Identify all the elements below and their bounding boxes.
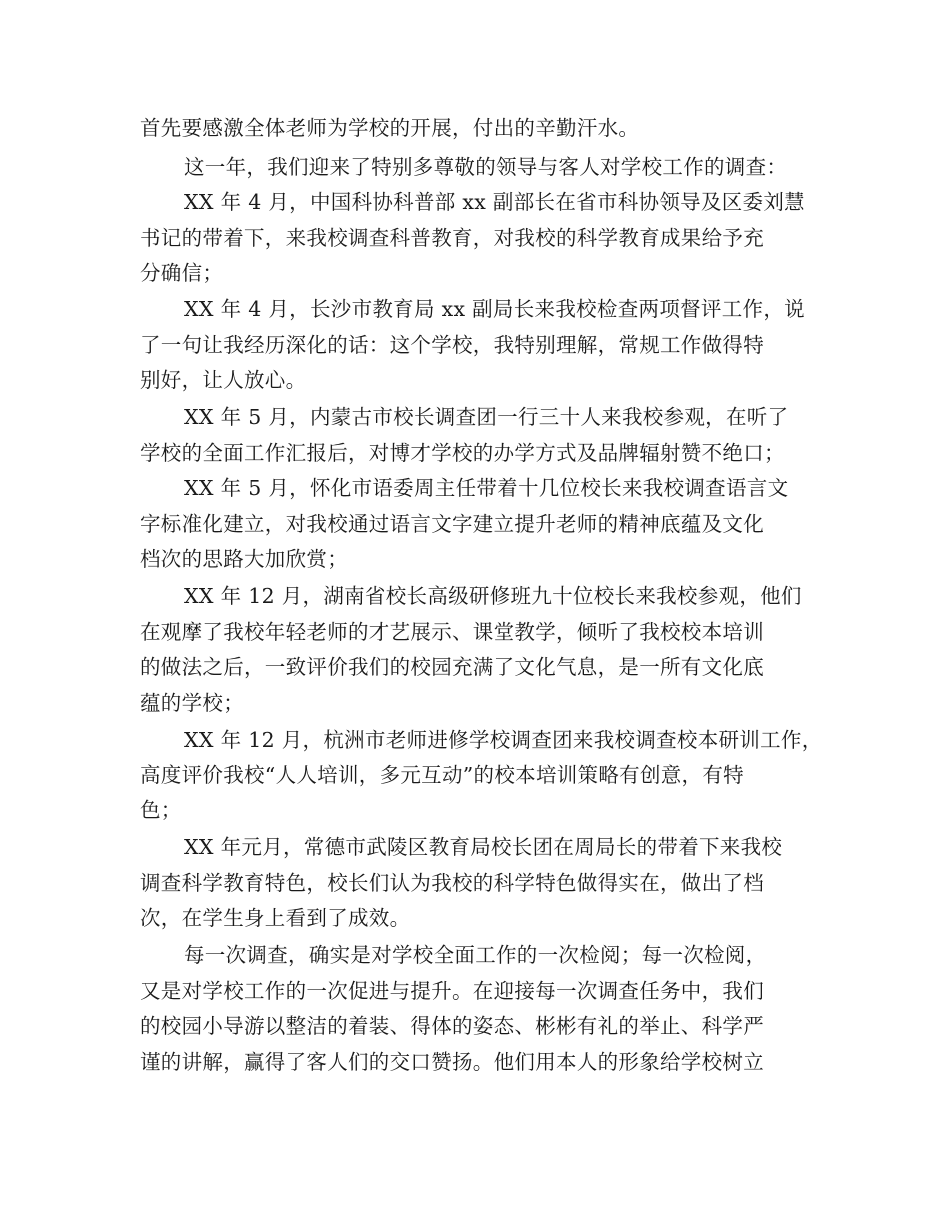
text-line: 谨的讲解，赢得了客人们的交口赞扬。他们用本人的形象给学校树立 — [140, 1050, 764, 1074]
text-line: 这一年，我们迎来了特别多尊敬的领导与客人对学校工作的调查： — [184, 155, 788, 179]
text-line: 调查科学教育特色，校长们认为我校的科学特色做得实在，做出了档 — [140, 871, 764, 895]
text-line: XX 年 12 月，湖南省校长高级研修班九十位校长来我校参观，他们 — [184, 584, 802, 608]
text-line: XX 年 4 月，中国科协科普部 xx 副部长在省市科协领导及区委刘慧 — [184, 190, 805, 214]
text-line: 分确信； — [140, 261, 224, 285]
text-line: 档次的思路大加欣赏； — [140, 547, 348, 571]
text-line: XX 年 5 月，内蒙古市校长调查团一行三十人来我校参观，在听了 — [184, 405, 789, 429]
text-line: 字标准化建立，对我校通过语言文字建立提升老师的精神底蕴及文化 — [140, 512, 764, 536]
text-line: 在观摩了我校年轻老师的才艺展示、课堂教学，倾听了我校校本培训 — [140, 620, 764, 644]
text-line: XX 年 5 月，怀化市语委周主任带着十几位校长来我校调查语言文 — [184, 476, 789, 500]
text-line: 次，在学生身上看到了成效。 — [140, 906, 411, 930]
text-line: 色； — [140, 798, 182, 822]
text-line: 别好，让人放心。 — [140, 368, 307, 392]
text-line: 又是对学校工作的一次促进与提升。在迎接每一次调查任务中，我们 — [140, 979, 764, 1003]
text-line: 的做法之后，一致评价我们的校园充满了文化气息，是一所有文化底 — [140, 655, 764, 679]
text-line: 每一次调查，确实是对学校全面工作的一次检阅；每一次检阅， — [184, 943, 767, 967]
text-line: 首先要感激全体老师为学校的开展，付出的辛勤汗水。 — [140, 116, 640, 140]
text-line: 书记的带着下，来我校调查科普教育，对我校的科学教育成果给予充 — [140, 226, 764, 250]
text-line: 的校园小导游以整洁的着装、得体的姿态、彬彬有礼的举止、科学严 — [140, 1014, 764, 1038]
text-line: XX 年 12 月，杭洲市老师进修学校调查团来我校调查校本研训工作， — [184, 728, 823, 752]
text-line: 高度评价我校“人人培训，多元互动”的校本培训策略有创意，有特 — [140, 763, 744, 787]
text-line: 学校的全面工作汇报后，对博才学校的办学方式及品牌辐射赞不绝口； — [140, 441, 785, 465]
text-line: 了一句让我经历深化的话：这个学校，我特别理解，常规工作做得特 — [140, 333, 764, 357]
text-line: XX 年 4 月，长沙市教育局 xx 副局长来我校检查两项督评工作，说 — [184, 297, 805, 321]
text-line: 蕴的学校； — [140, 691, 244, 715]
text-line: XX 年元月，常德市武陵区教育局校长团在周局长的带着下来我校 — [184, 835, 783, 859]
